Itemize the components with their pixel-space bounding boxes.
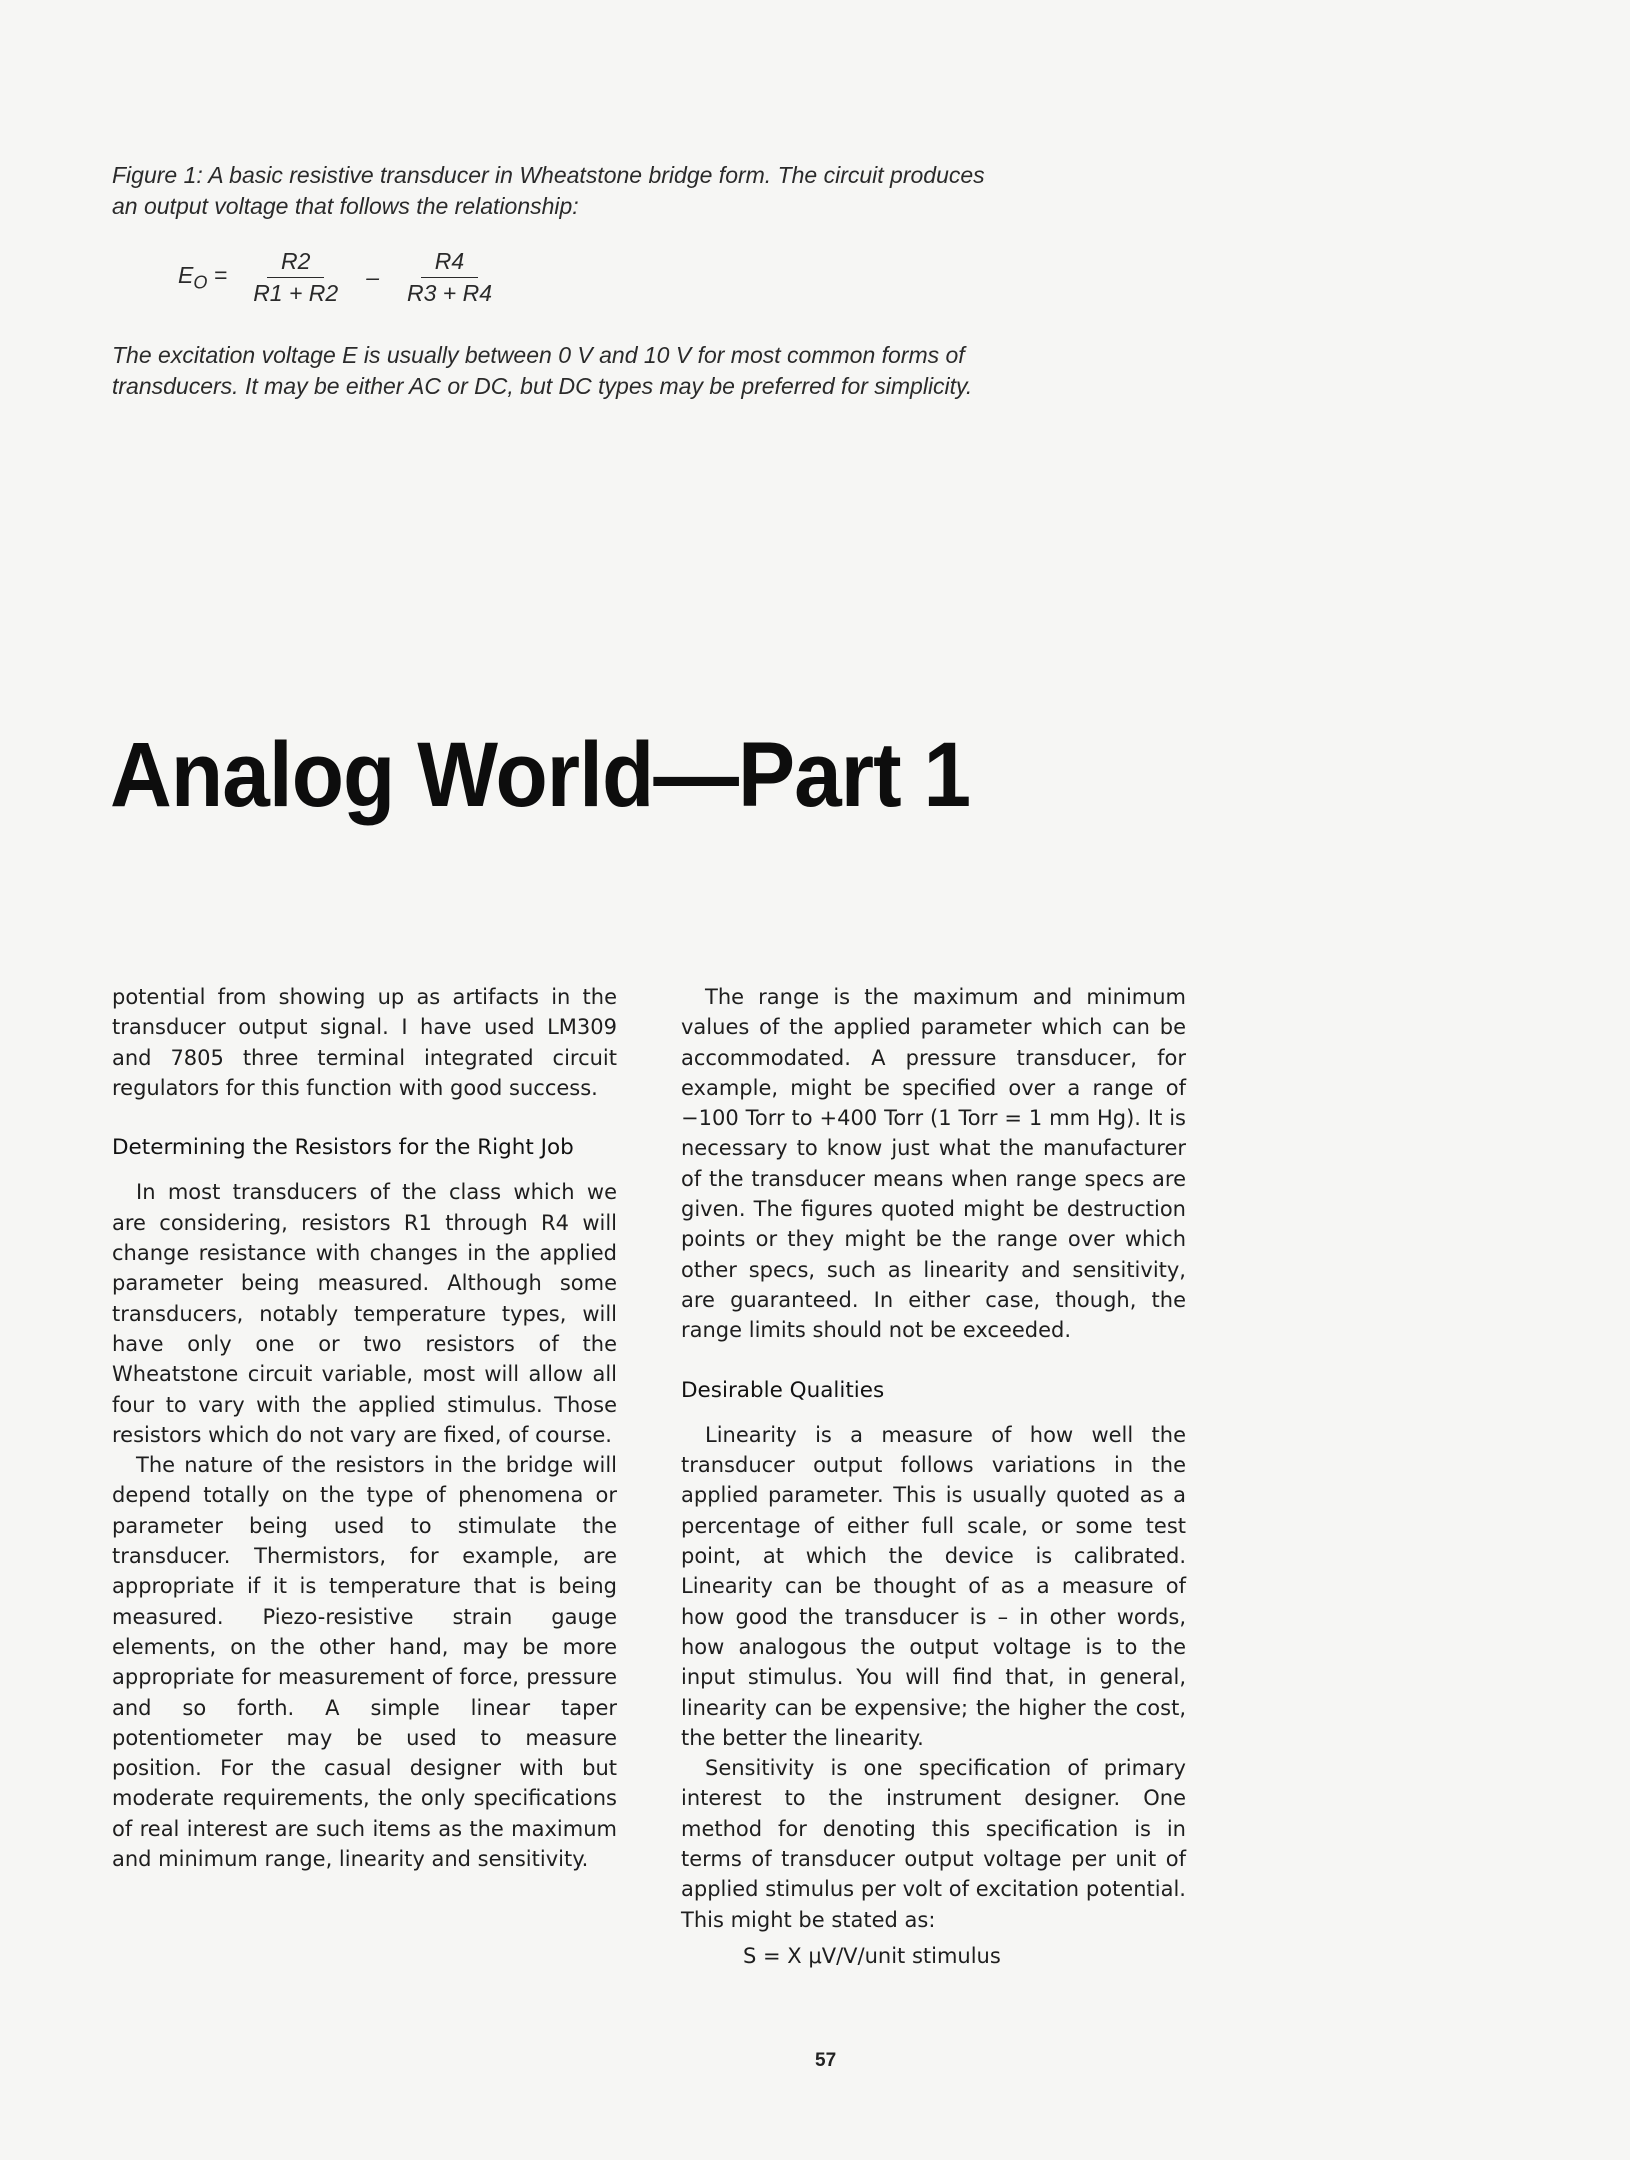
left-column bbox=[112, 982, 617, 1874]
formula-numerator-1: R2 bbox=[267, 248, 324, 278]
sensitivity-formula: S = X μV/V/unit stimulus bbox=[743, 1943, 1001, 1968]
left-paragraph-3: The nature of the resistors in the bridge will depend totally on the type of phenomena or parameter being used to stimulate the transducer. Thermistors, for example, are appropriate if it is temperature that is being measured. Piezo-resistive strain gauge elements, on the other hand, may be more appropriate for measurement of force, pressure and so forth. A simple linear taper potentiometer may be used to measure position. For the casual designer with but moderate requirements, the only specifications of real interest are such items as the maximum and minimum range, linearity and sensitivity. bbox=[112, 1453, 617, 1872]
figure-caption-intro: Figure 1: A basic resistive transducer in Wheatstone bridge form. The circuit produces an output voltage that follows the relationship: bbox=[112, 162, 985, 219]
right-paragraph-2: Linearity is a measure of how well the transducer output follows variations in the applied parameter. This is usually quoted as a percentage of either full scale, or some test point, at which the device is calibrated. Linearity can be thought of as a measure of how good the transducer is – in other words, how analogous the output voltage is to the input stimulus. You will find that, in general, linearity can be expensive; the higher the cost, the better the linearity. bbox=[681, 1422, 1186, 1750]
article-title: Analog World—Part 1 bbox=[110, 724, 971, 826]
section-heading-resistors: Determining the Resistors for the Right Job bbox=[112, 1135, 574, 1161]
formula-equals: = bbox=[213, 261, 228, 288]
section-heading-qualities: Desirable Qualities bbox=[681, 1377, 885, 1403]
formula-lhs-subscript: O bbox=[193, 272, 208, 293]
right-paragraph-1: The range is the maximum and minimum values of the applied parameter which can be accommodated. A pressure transducer, for example, might be specified over a range of −100 Torr to +400 Torr (1 Torr = 1 mm Hg). It is necessary to know just what the manufacturer of the transducer means when range specs are given. The figures quoted might be destruction points or they might be the range over which other specs, such as linearity and sensitivity, are guaranteed. In either case, though, the range limits should not be exceeded. bbox=[681, 985, 1186, 1343]
formula-minus: – bbox=[366, 264, 379, 290]
formula-numerator-2: R4 bbox=[421, 248, 478, 278]
formula-fraction-1 bbox=[243, 248, 348, 307]
formula-fraction-2 bbox=[397, 248, 502, 307]
formula-denominator-1: R1 + R2 bbox=[253, 280, 339, 306]
right-paragraph-3: Sensitivity is one specification of primary interest to the instrument designer. One method for denoting this specification is in terms of transducer output voltage per unit of applied stimulus per volt of excitation potential. This might be stated as: bbox=[681, 1756, 1186, 1932]
bridge-formula bbox=[178, 248, 508, 307]
formula-denominator-2: R3 + R4 bbox=[407, 280, 493, 306]
formula-lhs bbox=[178, 262, 227, 294]
figure-caption bbox=[112, 160, 1002, 222]
left-paragraph-2: In most transducers of the class which we are considering, resistors R1 through R4 will change resistance with changes in the applied parameter being measured. Although some transducers, notably temperature types, will have only one or two resistors of the Wheatstone circuit variable, most will allow all four to vary with the applied stimulus. Those resistors which do not vary are fixed, of course. bbox=[112, 1180, 617, 1447]
page-number: 57 bbox=[815, 2050, 837, 2071]
right-column bbox=[681, 982, 1186, 1971]
formula-lhs-symbol: E bbox=[178, 261, 194, 288]
left-paragraph-1: potential from showing up as artifacts in the transducer output signal. I have used LM309 and 7805 three terminal integrated circuit regulators for this function with good success. bbox=[112, 985, 617, 1100]
figure-caption-note: The excitation voltage E is usually between 0 V and 10 V for most common forms of transducers. It may be either AC or DC, but DC types may be preferred for simplicity. bbox=[112, 342, 973, 399]
